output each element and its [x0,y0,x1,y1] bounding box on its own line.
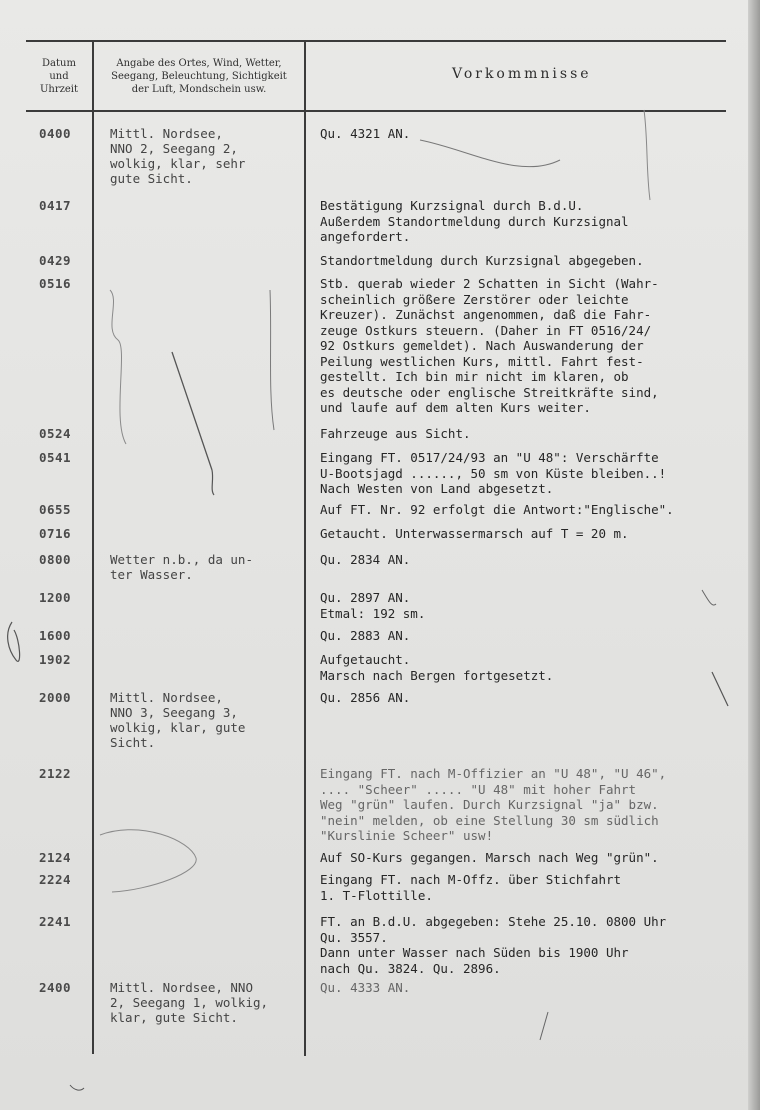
entry-time: 0516 [38,276,72,291]
entry-event-text: Getaucht. Unterwassermarsch auf T = 20 m. [320,526,629,541]
entry-event-text: Qu. 2897 AN. Etmal: 192 sm. [320,590,426,621]
entry-time: 2122 [38,766,72,781]
entry-time: 2241 [38,914,72,929]
entry-event-text: Eingang FT. nach M-Offz. über Stichfahrt 1. T-Flottille. [320,872,622,903]
entry-event-text: Eingang FT. nach M-Offizier an "U 48", "U 46", .... "Scheer" ..... "U 48" mit hoher Fahrt Weg "grün" laufen. Durch Kurzsignal "ja" bzw. "nein" melden, ob eine Stellung 30 sm südlich "Kurslinie Scheer" usw! [320,766,667,843]
entry-time: 0417 [38,198,72,213]
entry-time: 2224 [38,872,72,887]
entry-event-text: Qu. 2856 AN. [320,690,411,705]
entry-event-text: Qu. 2883 AN. [320,628,411,643]
entry-time: 0655 [38,502,72,517]
entry-time: 0800 [38,552,72,567]
entry-weather: Mittl. Nordsee, NNO 3, Seegang 3, wolkig, klar, gute Sicht. [110,690,246,750]
entry-time: 0400 [38,126,72,141]
entry-event-text: Qu. 4333 AN. [320,980,411,995]
entry-event-text: Fahrzeuge aus Sicht. [320,426,471,441]
header-time: Datum und Uhrzeit [39,58,79,95]
entry-time: 2400 [38,980,72,995]
entry-time: 0541 [38,450,72,465]
entry-weather: Mittl. Nordsee, NNO 2, Seegang 2, wolkig, klar, sehr gute Sicht. [110,126,246,186]
entry-event-text: Eingang FT. 0517/24/93 an "U 48": Verschärfte U-Bootsjagd ......, 50 sm von Küste bleiben..! Nach Westen von Land abgesetzt. [320,450,667,496]
entry-event-text: Auf FT. Nr. 92 erfolgt die Antwort:"Englische". [320,502,674,517]
entry-weather: Mittl. Nordsee, NNO 2, Seegang 1, wolkig, klar, gute Sicht. [110,980,269,1025]
entry-time: 0716 [38,526,72,541]
entry-event-text: Qu. 4321 AN. [320,126,411,141]
entry-weather: Wetter n.b., da un- ter Wasser. [110,552,253,582]
entry-time: 0429 [38,253,72,268]
entry-time: 0524 [38,426,72,441]
entry-event-text: Standortmeldung durch Kurzsignal abgegeben. [320,253,644,268]
entry-event-text: Aufgetaucht. Marsch nach Bergen fortgesetzt. [320,652,554,683]
entry-event-text: Auf SO-Kurs gegangen. Marsch nach Weg "grün". [320,850,659,865]
entry-event-text: Stb. querab wieder 2 Schatten in Sicht (Wahr- scheinlich größere Zerstörer oder leichte Kreuzer). Zunächst angenommen, daß die Fahr- zeuge Ostkurs steuern. (Daher in FT 0516/24/ 92 Ostkurs gemeldet). Nach Auswanderung der Peilung westlichen Kurs, mittl. Fahrt fest- gestellt. Ich bin mir nicht im klaren, ob es deutsche oder englische Streitkräfte sind, und laufe auf dem alten Kurs weiter. [320,276,659,415]
page-edge-shadow [748,0,760,1110]
entry-time: 2124 [38,850,72,865]
entry-time: 1200 [38,590,72,605]
entry-event-text: Bestätigung Kurzsignal durch B.d.U. Außerdem Standortmeldung durch Kurzsignal angefordert. [320,198,629,244]
header-events: Vorkommnisse [452,66,592,82]
entry-time: 2000 [38,690,72,705]
entry-event-text: FT. an B.d.U. abgegeben: Stehe 25.10. 0800 Uhr Qu. 3557. Dann unter Wasser nach Süden bis 1900 Uhr nach Qu. 3824. Qu. 2896. [320,914,667,976]
header-weather: Angabe des Ortes, Wind, Wetter, Seegang, Beleuchtung, Sichtigkeit der Luft, Mondschein usw. [111,58,287,95]
entry-event-text: Qu. 2834 AN. [320,552,411,567]
entry-time: 1902 [38,652,72,667]
entry-time: 1600 [38,628,72,643]
